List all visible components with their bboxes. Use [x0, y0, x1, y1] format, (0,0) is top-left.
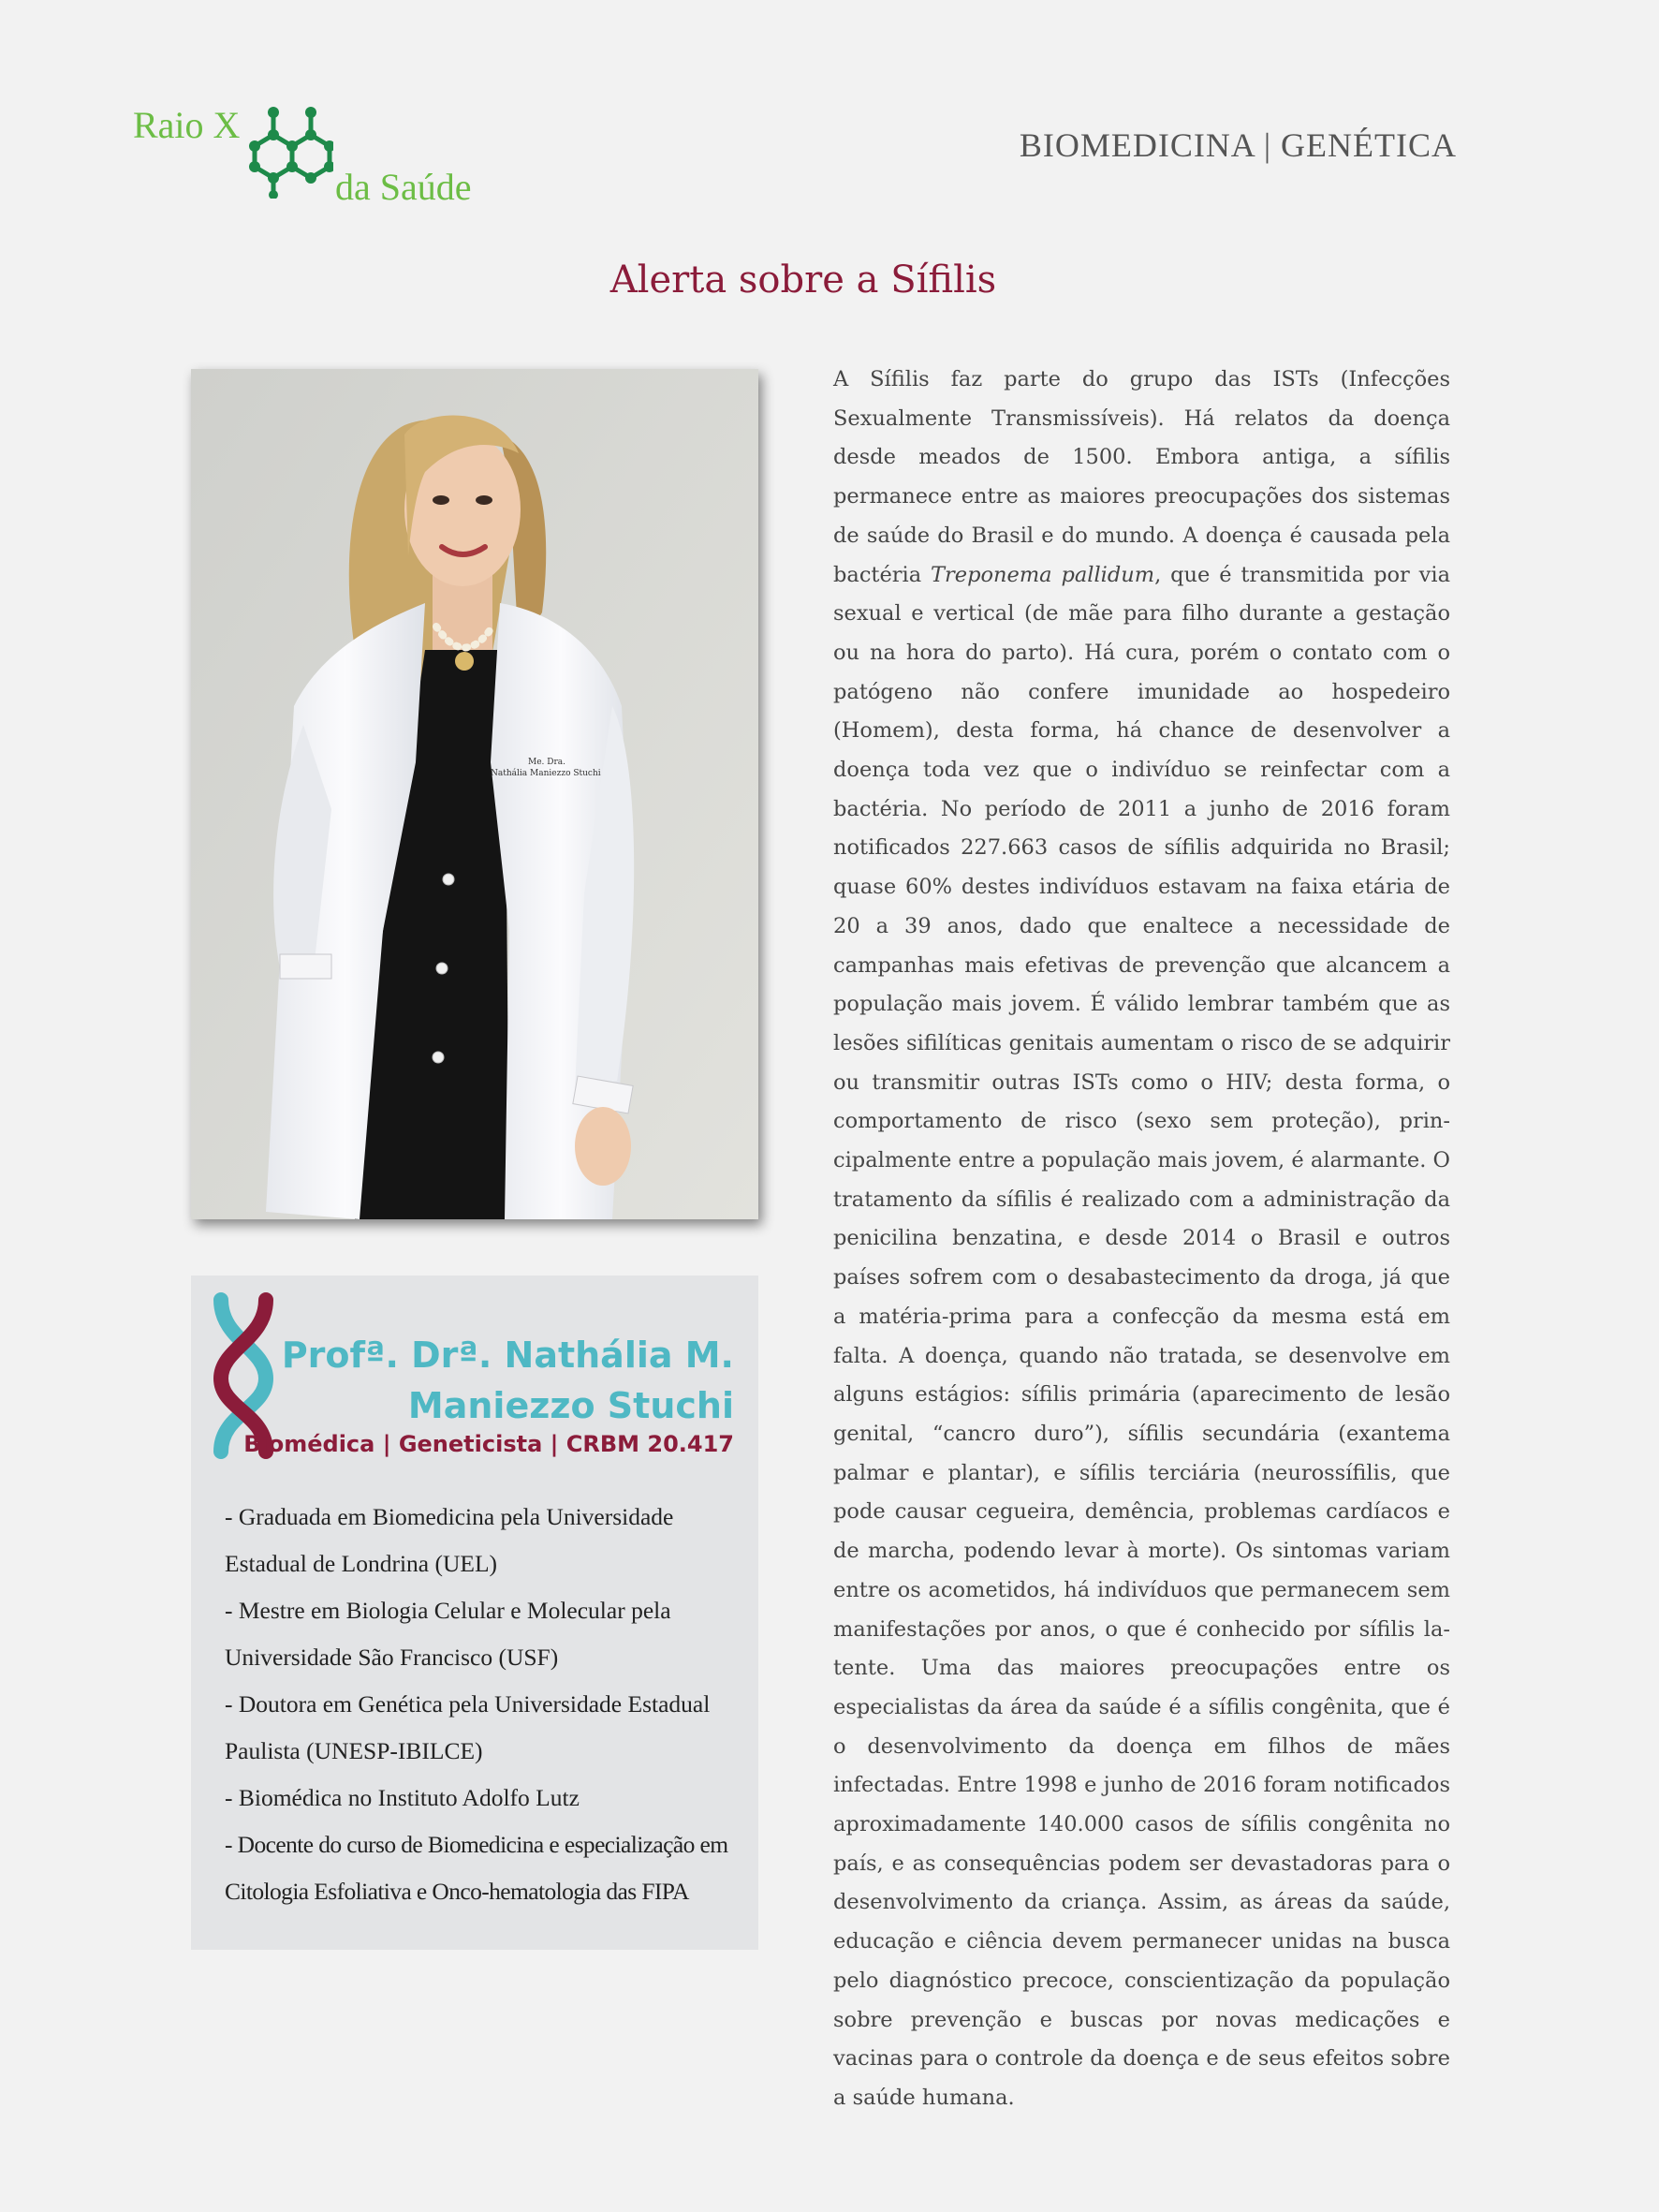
credential-item: - Biomédica no Instituto Adolfo Lutz [225, 1784, 580, 1811]
author-bio-box [191, 1276, 758, 1950]
author-name [282, 1330, 734, 1431]
site-logo[interactable] [129, 101, 476, 214]
coat-embroidery-line1: Me. Dra. [528, 758, 566, 767]
article-title: Alerta sobre a Sífilis [609, 258, 997, 302]
author-name-line2: Maniezzo Stuchi [407, 1385, 734, 1426]
credential-item: - Mestre em Biologia Celular e Molecular pela Universidade São Francisco (USF) [225, 1597, 671, 1671]
author-credentials [225, 1494, 749, 1915]
molecule-icon [240, 105, 333, 199]
article-body [833, 361, 1450, 2118]
logo-text-top: Raio X [133, 104, 241, 146]
article-text-part2: , que é transmitida por via sexual e vertical (de mãe para filho durante a gestação ou na hora do parto). Há cura, porém o contato com o patógeno não confere imunidade ao hospedeiro (Homem), desta forma, há chance de desenvolver a doença toda vez que o indivíduo se reinfectar com a bactéria. No período de 2011 a junho de 2016 foram notificados 227.663 casos de sífilis adquirida no Brasil; quase 60% destes indivíduos estavam na faixa etária de 20 a 39 anos, dado que enaltece a necessidade de campanhas mais efetivas de prevenção que alcancem a população mais jovem. É válido lembrar também que as lesões sifilíticas genitais aumentam o risco de se adquirir ou transmitir outras ISTs como o HIV; desta forma, o comportamento de risco (sexo sem proteção), principalmente entre a população mais jovem, é alarmante. O tratamento da sífilis é realizado com a administração da penicilina benzatina, e desde 2014 o Brasil e outros países sofrem com o desabastecimento da droga, já que a matéria-prima para a confecção da mesma está em falta. A doença, quando não tratada, se desenvolve em alguns estágios: sífilis primária (aparecimento de lesão genital, “cancro duro”), sífilis secundária (exantema palmar e plantar), e sífilis terciária (neurossífilis, que pode causar cegueira, demência, problemas cardíacos e de marcha, podendo levar à morte). Os sintomas variam entre os acometidos, há indivíduos que permanecem sem manifestações por anos, o que é conhecido por sífilis latente. Uma das maiores preocupações entre os especialistas da área da saúde é a sífilis congênita, que é o desenvolvimento da doença em filhos de mães infectadas. Entre 1998 e junho de 2016 foram notificados aproximadamente 140.000 casos de sífilis congênita no país, e as consequências podem ser devastadoras para o desenvolvimento da criança. Assim, as áreas da saúde, educação e ciência devem permanecer unidas na busca pelo diagnóstico precoce, conscientização da população sobre prevenção e buscas por novas medicações e vacinas para o controle da doença e de seus efeitos sobre a saúde humana. [833, 562, 1450, 2110]
article-text-part1: A Sífilis faz parte do grupo das ISTs (Infecções Sexualmente Transmissíveis). Há relatos da doença desde meados de 1500. Embora antiga, a sífilis permanece entre as maiores preocupações dos sistemas de saúde do Brasil e do mundo. A doença é causada pela bactéria [833, 367, 1450, 587]
species-name: Treponema pallidum [931, 562, 1155, 587]
section-label: BIOMEDICINA | GENÉTICA [1019, 126, 1457, 164]
credential-item: - Graduada em Biomedicina pela Universidade Estadual de Londrina (UEL) [225, 1503, 674, 1577]
author-photo [191, 369, 758, 1219]
author-name-line1: Profª. Drª. Nathália M. [281, 1335, 734, 1376]
coat-embroidery-line2: Nathália Maniezzo Stuchi [491, 769, 601, 778]
credential-item: - Doutora em Genética pela Universidade Estadual Paulista (UNESP-IBILCE) [225, 1690, 711, 1764]
author-portrait-illustration [191, 369, 758, 1219]
credential-item: - Docente do curso de Biomedicina e especialização em Citologia Esfoliativa e Onco-hematologia das FIPA [225, 1831, 728, 1905]
logo-text-bottom: da Saúde [335, 166, 472, 208]
author-role: Biomédica | Geneticista | CRBM 20.417 [243, 1431, 734, 1457]
